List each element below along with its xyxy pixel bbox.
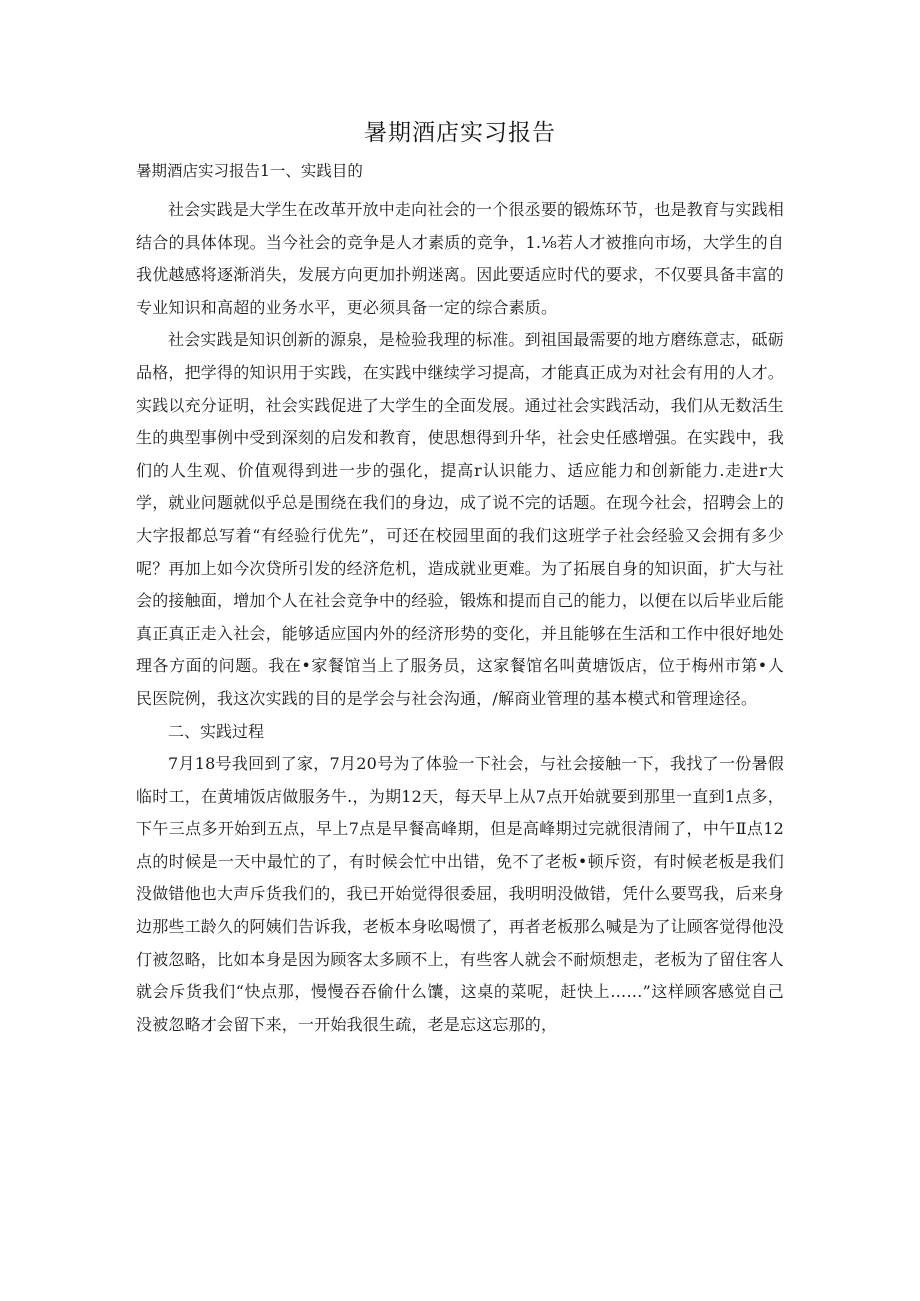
document-title: 暑期酒店实习报告	[364, 120, 556, 146]
paragraph-purpose-1: 社会实践是大学生在改革开放中走向社会的一个很丞要的锻炼环节，也是教育与实践相结合的具体体现。当今社会的竞争是人才素质的竞争，1.⅛若人才被推向市场，大学生的自我优越感将逐渐消失，发展方向更加扑朔迷离。因此要适应时代的要求，不仅要具备丰富的专业知识和高超的业务水平，更必须具备一定的综合素质。	[136, 200, 785, 317]
section-heading-process: 二、实践过程	[168, 721, 265, 741]
document-body	[136, 194, 784, 1041]
document-subtitle: 暑期酒店实习报告1一、实践目的	[136, 162, 363, 180]
paragraph-purpose-2: 社会实践是知识创新的源泉，是检验我理的标准。到祖国最需要的地方磨练意志，砥砺品格，把学得的知识用于实践，在实践中继续学习提高，才能真正成为对社会有用的人才。实践以充分证明，社会实践促进了大学生的全面发展。通过社会实践活动，我们从无数活生生的典型事例中受到深刻的启发和教育，使思想得到升华，社会史任感增强。在实践中，我们的人生观、价值观得到进一步的强化，提高r认识能力、适应能力和创新能力.走进r大学，就业问题就似乎总是围绕在我们的身边，成了说不完的话题。在现今社会，招聘会上的大字报都总写着“有经验行优先”，可还在校园里面的我们这班学子社会经验又会拥有多少呢？再加上如今次贷所引发的经济危机，造成就业更难。为了拓展自身的知识面，扩大与社会的接触面，增加个人在社会竞争中的经验，锻炼和提而自己的能力，以便在以后毕业后能真正真正走入社会，能够适应国内外的经济形势的变化，并且能够在生活和工作中很好地处理各方面的问题。我在•家餐馆当上了服务员，这家餐馆名叫黄塘饭店，位于梅州市第•人民医院例，我这次实践的目的是学会与社会沟通，/解商业管理的基本模式和管理途径。	[136, 330, 785, 708]
paragraph-process: 7月18号我回到了家，7月20号为了体验一下社会，与社会接触一下，我找了一份暑假临时工，在黄埔饭店做服务牛.，为期12天，每天早上从7点开始就要到那里一直到1点多，下午三点多开始到五点，早上7点是早餐高峰期，但是高峰期过完就很清闹了，中午Ⅱ点12点的时候是一天中最忙的了，有时候会忙中出错，免不了老板•顿斥资，有时候老板是我们没做错他也大声斥货我们的，我已开始觉得很委屈，我明明没做错，凭什么要骂我，后来身边那些工龄久的阿姨们告诉我，老板本身吆喝惯了，再者老板那么喊是为了让顾客觉得他没仃被忽略，比如本身是因为顾客太多顾不上，有些客人就会不耐烦想走，老板为了留住客人就会斥货我们“快点那，慢慢吞吞偷什么馕，这桌的菜呢，赶快上……”这样顾客感觉自己没被忽略才会留下来，一开始我很生疏，老是忘这忘那的，	[136, 754, 785, 1034]
